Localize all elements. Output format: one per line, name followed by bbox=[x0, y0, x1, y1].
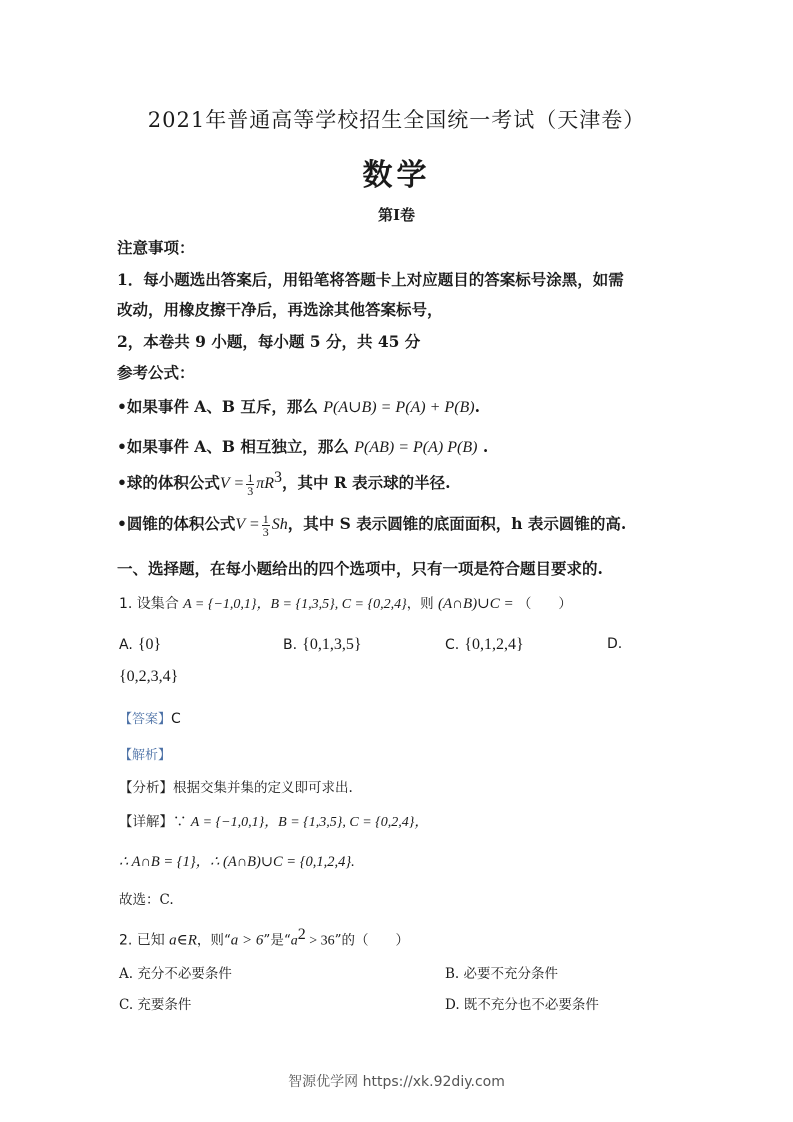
notes-heading: 注意事项： bbox=[117, 238, 195, 257]
q2-option-b: B. 必要不充分条件 bbox=[445, 966, 559, 982]
formula-2-end: . bbox=[482, 437, 489, 456]
q1-detail-line-1 bbox=[119, 810, 428, 831]
q1-option-b-value: {0,1,3,5} bbox=[302, 636, 362, 653]
formula-3-tail: ，其中 R 表示球的半径. bbox=[282, 473, 451, 493]
q2-stem-a: 2. 已知 bbox=[119, 932, 165, 949]
q2-stem-m3-exponent: 2 bbox=[297, 926, 306, 943]
formula-3-denominator: 3 bbox=[247, 483, 254, 498]
q1-stem-sets: A = {−1,0,1}，B = {1,3,5}, C = {0,2,4} bbox=[183, 597, 407, 612]
q1-stem-c: （ ） bbox=[517, 596, 572, 612]
notes-item-1-line-1: 1．每小题选出答案后，用铅笔将答题卡上对应题目的答案标号涂黑，如需 bbox=[117, 270, 624, 289]
q1-choose: 故选：C. bbox=[119, 892, 174, 908]
formula-1-end: . bbox=[474, 397, 481, 416]
q1-option-c-value: {0,1,2,4} bbox=[464, 636, 524, 653]
q2-stem-m1: a∈R bbox=[169, 932, 197, 949]
q2-option-a: A. 充分不必要条件 bbox=[119, 966, 232, 982]
q1-detail-a: 【详解】∵ bbox=[119, 814, 187, 830]
subject-title: 数学 bbox=[362, 158, 431, 193]
formula-4-fraction bbox=[262, 513, 270, 538]
formula-2-math: P(AB) = P(A) P(B) bbox=[354, 439, 478, 456]
formula-3-text: •球的体积公式 bbox=[117, 473, 220, 493]
formula-1-text: •如果事件 A、B 互斥，那么 bbox=[117, 397, 318, 416]
question-1-stem bbox=[119, 592, 572, 613]
q1-stem-expr: (A∩B)∪C = bbox=[437, 596, 514, 612]
q2-option-d: D. 既不充分也不必要条件 bbox=[445, 997, 599, 1013]
notes-item-2: 2，本卷共 9 小题，每小题 5 分，共 45 分 bbox=[117, 332, 421, 351]
notes-item-1-line-2: 改动，用橡皮擦干净后，再选涂其他答案标号， bbox=[117, 300, 443, 319]
q1-option-c bbox=[445, 634, 524, 654]
formula-1-math: P(A∪B) = P(A) + P(B) bbox=[323, 399, 475, 416]
formula-4-tail: ，其中 S 表示圆锥的底面面积，h 表示圆锥的高. bbox=[287, 514, 627, 533]
formula-3-numerator: 1 bbox=[247, 470, 254, 485]
q2-stem-b: ，则“ bbox=[196, 932, 231, 949]
q2-stem-m3-rest: > 36 bbox=[305, 933, 335, 949]
q1-stem-a: 1. 设集合 bbox=[119, 596, 179, 612]
formula-mutually-exclusive bbox=[117, 395, 480, 417]
formula-4-lhs: V = bbox=[235, 516, 260, 533]
exam-title: 2021年普通高等学校招生全国统一考试（天津卷） bbox=[147, 108, 646, 132]
formula-4-text: •圆锥的体积公式 bbox=[117, 514, 236, 533]
formula-independent bbox=[117, 435, 488, 457]
q1-answer bbox=[119, 708, 181, 727]
formula-4-numerator: 1 bbox=[262, 511, 269, 526]
formula-3-rhs: πR bbox=[256, 475, 274, 493]
q2-stem-c: ”是“ bbox=[263, 932, 291, 949]
q1-option-b bbox=[283, 634, 362, 654]
q2-stem-m2: a > 6 bbox=[230, 932, 264, 949]
q1-detail-line-2: ∴ A∩B = {1}，∴ (A∩B)∪C = {0,1,2,4}. bbox=[119, 854, 355, 870]
formula-3-lhs: V = bbox=[219, 475, 245, 493]
q1-stem-b: ，则 bbox=[406, 596, 434, 612]
q1-fenxi: 【分析】根据交集并集的定义即可求出. bbox=[119, 780, 353, 796]
q1-answer-tag: 【答案】 bbox=[119, 712, 172, 727]
q1-detail-sets: A = {−1,0,1}，B = {1,3,5}, C = {0,2,4}， bbox=[190, 815, 429, 830]
volume-label: 第I卷 bbox=[377, 206, 416, 224]
footer-watermark: 智源优学网 https://xk.92diy.com bbox=[288, 1074, 505, 1090]
formulas-heading: 参考公式： bbox=[117, 363, 195, 382]
section-heading: 一、选择题，在每小题给出的四个选项中，只有一项是符合题目要求的. bbox=[117, 559, 603, 578]
q1-option-d-value: {0,2,3,4} bbox=[119, 668, 179, 685]
formula-sphere-volume bbox=[117, 469, 451, 497]
q1-option-c-label: C. bbox=[445, 637, 460, 653]
formula-4-denominator: 3 bbox=[262, 524, 269, 539]
q1-analysis-tag: 【解析】 bbox=[119, 748, 172, 763]
formula-2-text: •如果事件 A、B 相互独立，那么 bbox=[117, 437, 349, 456]
formula-3-fraction bbox=[246, 472, 254, 497]
q1-option-a bbox=[119, 634, 161, 654]
question-2-stem bbox=[119, 926, 409, 950]
q1-answer-value: C bbox=[171, 711, 181, 727]
q1-option-a-value: {0} bbox=[137, 636, 162, 653]
q2-option-c: C. 充要条件 bbox=[119, 997, 192, 1013]
q1-option-d-label: D. bbox=[607, 636, 623, 652]
q2-stem-d: ”的（ ） bbox=[334, 932, 410, 949]
q1-option-a-label: A. bbox=[119, 637, 133, 653]
formula-4-rhs: Sh bbox=[271, 516, 288, 533]
q1-option-b-label: B. bbox=[283, 637, 298, 653]
q2-stem-m3: a bbox=[290, 933, 298, 949]
formula-3-exponent: 3 bbox=[274, 469, 282, 486]
formula-cone-volume bbox=[117, 512, 626, 538]
